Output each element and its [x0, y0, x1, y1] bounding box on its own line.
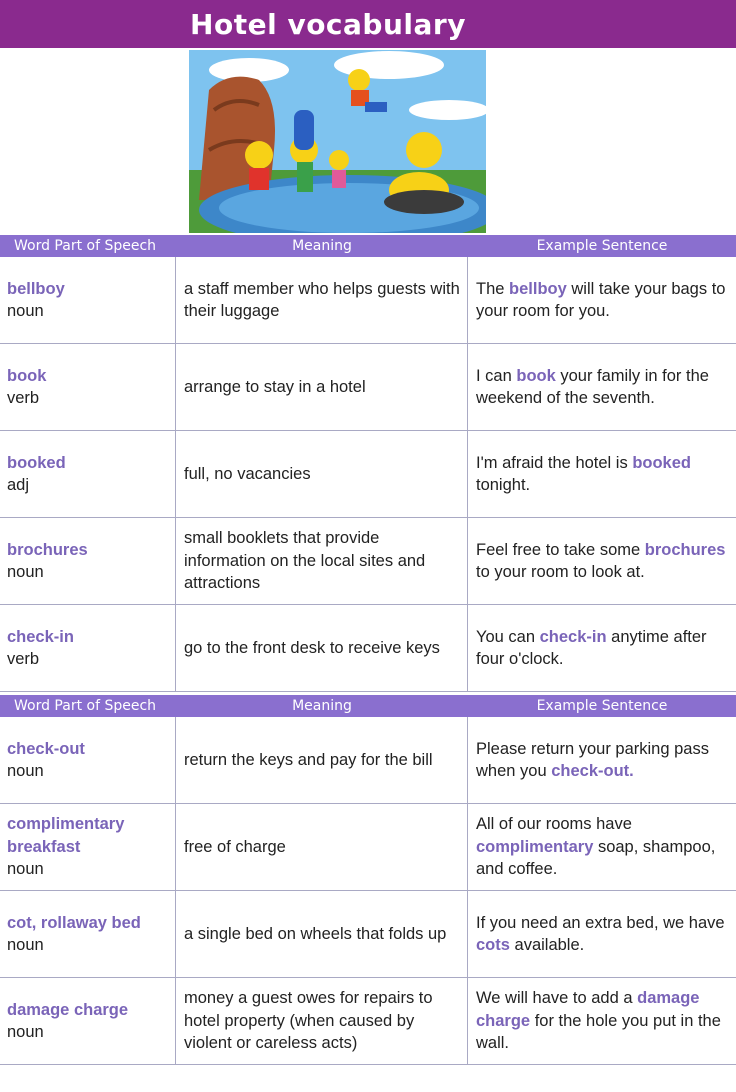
meaning-cell — [176, 344, 468, 430]
word-cell — [0, 978, 176, 1064]
cartoon-illustration — [189, 50, 486, 233]
sentence-fragment: Please return your parking pass when you — [476, 739, 709, 780]
table-row — [0, 257, 736, 344]
word-cell — [0, 518, 176, 604]
meaning-text: money a guest owes for repairs to hotel property (when caused by violent or careless acts) — [184, 989, 433, 1053]
table-row — [0, 978, 736, 1065]
example-cell — [468, 804, 736, 890]
sentence-fragment: anytime after four o'clock. — [476, 627, 707, 668]
example-cell — [468, 717, 736, 803]
word-cell — [0, 804, 176, 890]
table-row — [0, 344, 736, 431]
highlighted-word: complimentary — [476, 837, 594, 856]
part-of-speech: verb — [7, 389, 40, 407]
example-sentence — [476, 912, 728, 957]
vocab-word: damage charge — [7, 1000, 129, 1019]
word-cell — [0, 344, 176, 430]
table-row — [0, 518, 736, 605]
meaning-cell — [176, 431, 468, 517]
example-cell — [468, 431, 736, 517]
table-row — [0, 804, 736, 891]
sentence-fragment: to your room to look at. — [476, 563, 645, 581]
header-word: Word Part of Speech — [14, 698, 157, 714]
part-of-speech: adj — [7, 476, 30, 494]
part-of-speech: noun — [7, 860, 44, 879]
sentence-fragment: Feel free to take some — [476, 540, 645, 559]
vocab-word: booked — [7, 453, 66, 472]
example-cell — [468, 891, 736, 977]
word-cell — [0, 431, 176, 517]
vocab-table-1 — [0, 235, 736, 692]
sentence-fragment: available. — [509, 936, 585, 954]
table-row — [0, 717, 736, 804]
highlighted-word: book — [516, 366, 556, 385]
example-sentence — [476, 452, 728, 497]
example-sentence — [476, 626, 728, 671]
header-meaning: Meaning — [292, 698, 352, 714]
page-title: Hotel vocabulary — [190, 7, 466, 41]
sentence-fragment: The — [476, 279, 510, 298]
table-header — [0, 235, 736, 257]
word-cell — [0, 891, 176, 977]
part-of-speech: noun — [7, 302, 44, 320]
part-of-speech: verb — [7, 650, 40, 668]
example-cell — [468, 978, 736, 1064]
vocab-word: brochures — [7, 540, 88, 559]
meaning-cell — [176, 518, 468, 604]
vocab-word: book — [7, 366, 47, 385]
header-meaning: Meaning — [292, 238, 352, 254]
meaning-text: full, no vacancies — [184, 464, 311, 483]
sentence-fragment: We will have to add a — [476, 989, 638, 1008]
meaning-text: a single bed on wheels that folds up — [184, 924, 447, 943]
highlighted-word: check-out. — [551, 762, 634, 780]
example-sentence — [476, 738, 728, 783]
sentence-fragment: for the hole you put in the wall. — [476, 1011, 721, 1053]
highlighted-word: booked — [632, 453, 691, 472]
example-sentence — [476, 539, 728, 584]
highlighted-word: cots — [476, 936, 510, 954]
highlighted-word: brochures — [644, 540, 726, 559]
word-cell — [0, 605, 176, 691]
sentence-fragment: I'm afraid the hotel is — [476, 453, 633, 472]
meaning-cell — [176, 804, 468, 890]
vocab-word: bellboy — [7, 279, 65, 298]
meaning-cell — [176, 717, 468, 803]
sentence-fragment: soap, shampoo, and coffee. — [476, 837, 716, 879]
header-example: Example Sentence — [536, 698, 668, 714]
example-cell — [468, 605, 736, 691]
example-sentence — [476, 987, 728, 1055]
title-bar — [0, 0, 736, 48]
example-sentence — [476, 278, 728, 323]
meaning-text: arrange to stay in a hotel — [184, 377, 366, 396]
meaning-text: small booklets that provide information on the local sites and attractions — [184, 529, 426, 593]
meaning-text: a staff member who helps guests with their luggage — [184, 279, 460, 320]
sentence-fragment: I can — [476, 366, 517, 385]
vocab-word: cot, rollaway bed — [7, 913, 141, 932]
vocab-word: check-in — [7, 627, 74, 646]
meaning-text: free of charge — [184, 837, 286, 856]
highlighted-word: damage charge — [476, 989, 700, 1030]
part-of-speech: noun — [7, 563, 44, 581]
highlighted-word: check-in — [539, 627, 607, 646]
meaning-text: return the keys and pay for the bill — [184, 750, 433, 769]
table-row — [0, 431, 736, 518]
example-cell — [468, 518, 736, 604]
part-of-speech: noun — [7, 1023, 44, 1041]
example-sentence — [476, 813, 728, 881]
header-example: Example Sentence — [536, 238, 668, 254]
part-of-speech: noun — [7, 762, 44, 780]
meaning-cell — [176, 978, 468, 1064]
sentence-fragment: tonight. — [476, 476, 531, 494]
meaning-cell — [176, 257, 468, 343]
vocab-table-2 — [0, 695, 736, 1065]
sentence-fragment: will take your bags to your room for you. — [476, 279, 726, 320]
meaning-cell — [176, 891, 468, 977]
table-row — [0, 605, 736, 692]
meaning-text: go to the front desk to receive keys — [184, 638, 440, 657]
meaning-cell — [176, 605, 468, 691]
header-word: Word Part of Speech — [14, 238, 157, 254]
example-sentence — [476, 365, 728, 410]
vocab-word: complimentary breakfast — [7, 815, 125, 856]
table-row — [0, 891, 736, 978]
sentence-fragment: If you need an extra bed, we have — [476, 913, 725, 932]
vocab-word: check-out — [7, 739, 85, 758]
word-cell — [0, 717, 176, 803]
sentence-fragment: All of our rooms have — [476, 815, 632, 834]
word-cell — [0, 257, 176, 343]
sentence-fragment: your family in for the weekend of the seventh. — [476, 366, 709, 407]
example-cell — [468, 344, 736, 430]
part-of-speech: noun — [7, 936, 44, 954]
example-cell — [468, 257, 736, 343]
table-header — [0, 695, 736, 717]
sentence-fragment: You can — [476, 627, 540, 646]
highlighted-word: bellboy — [509, 279, 567, 298]
